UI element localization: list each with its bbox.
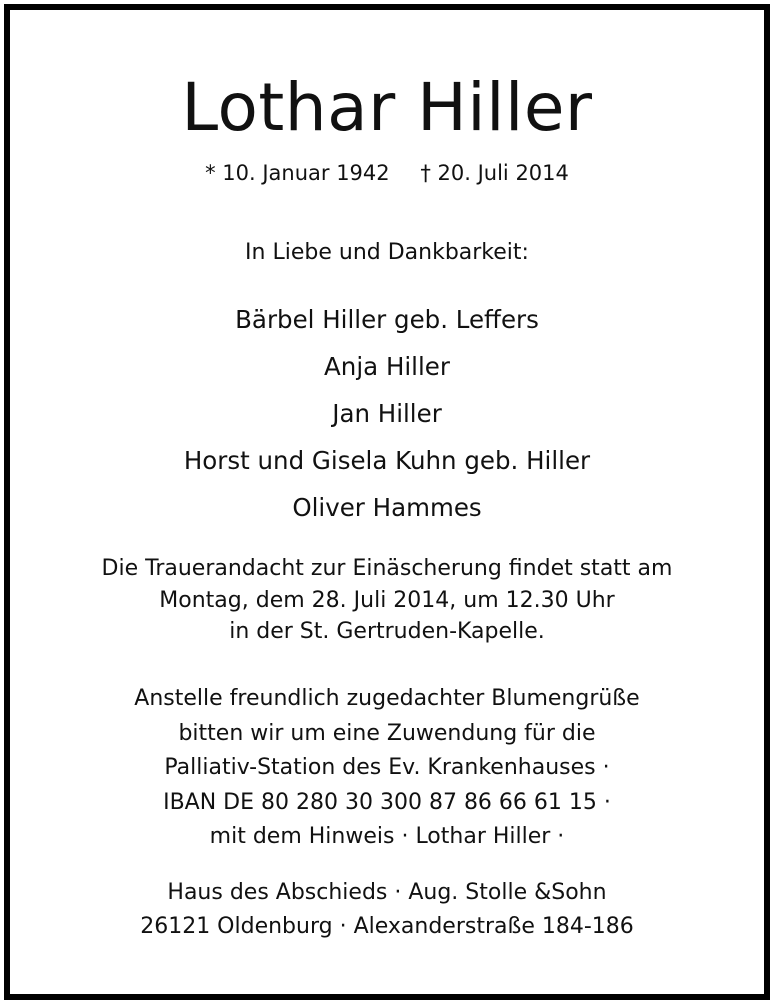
life-dates [10,159,764,187]
donation-line: mit dem Hinweis · Lothar Hiller · [209,824,565,849]
deceased-name: Lothar Hiller [181,69,593,146]
service-line: Montag, dem 28. Juli 2014, um 12.30 Uhr [159,587,615,613]
donation-line: Palliativ-Station des Ev. Krankenhauses · [164,755,610,780]
funeral-home [10,876,764,944]
birth-date: * 10. Januar 1942 [205,161,390,185]
mourner: Jan Hiller [332,399,442,428]
funeral-home-address: 26121 Oldenburg · Alexanderstraße 184-186 [140,914,634,939]
notice-border [4,4,770,1000]
mourner: Bärbel Hiller geb. Leffers [235,305,539,334]
mourner: Anja Hiller [324,352,450,381]
obituary-notice [10,10,764,994]
funeral-home-name: Haus des Abschieds · Aug. Stolle &Sohn [167,880,607,905]
iban-line: IBAN DE 80 280 30 300 87 86 66 61 15 · [163,789,611,815]
mourner: Horst und Gisela Kuhn geb. Hiller [183,446,591,475]
donation-line: bitten wir um eine Zuwendung für die [178,720,596,746]
death-date: † 20. Juli 2014 [420,161,569,185]
mourner: Oliver Hammes [292,493,482,522]
service-info [10,553,764,648]
donation-line: Anstelle freundlich zugedachter Blumengrüße [134,686,640,711]
mourners-list [10,296,764,531]
service-line: in der St. Gertruden-Kapelle. [229,619,545,644]
service-line: Die Trauerandacht zur Einäscherung findet statt am [101,556,673,581]
donation-request [10,682,764,855]
gratitude-line: In Liebe und Dankbarkeit: [245,240,529,265]
